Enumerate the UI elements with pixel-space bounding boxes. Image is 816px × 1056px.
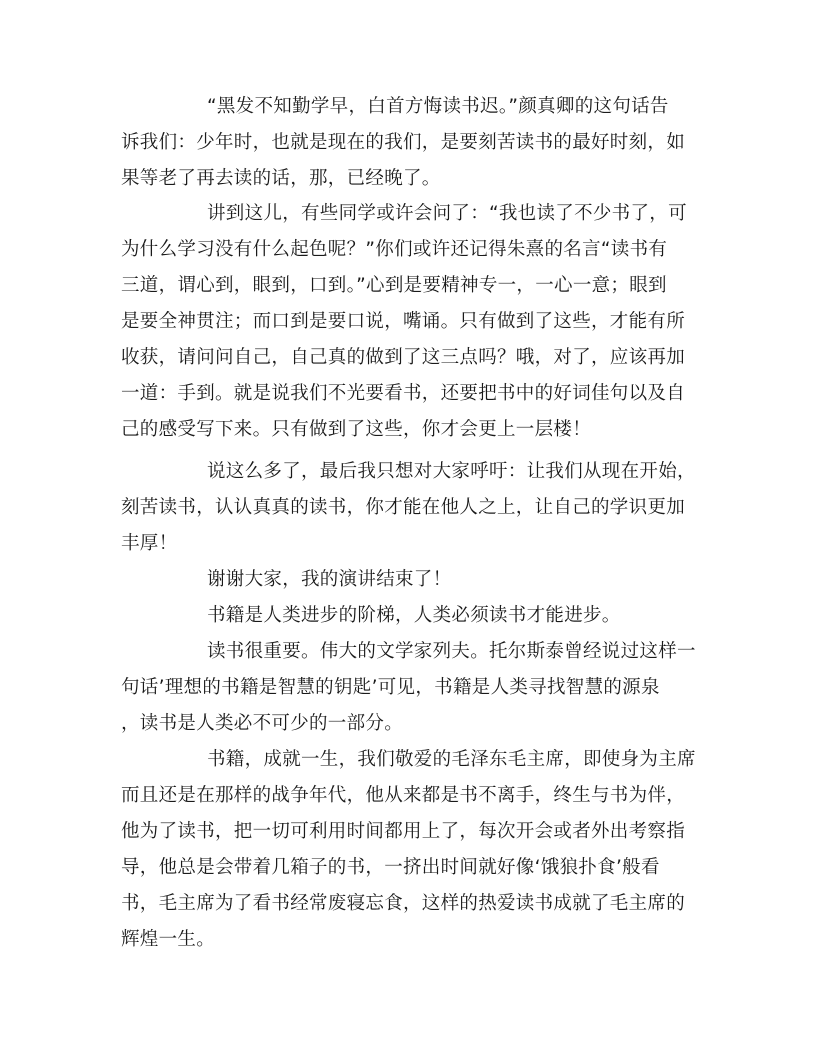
paragraph-line: 书籍是人类进步的阶梯，人类必须读书才能进步。 [207,605,621,626]
paragraph-3 [121,454,701,562]
paragraph-line: 读书很重要。伟大的文学家列夫。托尔斯泰曾经说过这样一 [207,641,696,662]
paragraph-line: 他为了读书，把一切可利用时间都用上了，每次开会或者外出考察指 [121,821,686,842]
paragraph-2 [121,196,701,448]
paragraph-4 [121,562,701,598]
paragraph-5 [121,598,701,634]
paragraph-line: 一道：手到。就是说我们不光要看书，还要把书中的好词佳句以及自 [121,383,686,404]
paragraph-6 [121,634,701,742]
paragraph-line: “黑发不知勤学早，白首方悔读书迟。”颜真卿的这句话告 [207,96,669,117]
paragraph-line: 己的感受写下来。只有做到了这些，你才会更上一层楼！ [121,419,592,440]
paragraph-line: 讲到这儿，有些同学或许会问了：“我也读了不少书了，可 [207,203,687,224]
paragraph-line: ，读书是人类必不可少的一部分。 [121,713,404,734]
paragraph-line: 三道，谓心到，眼到，口到。”心到是要精神专一，一心一意；眼到 [121,275,667,296]
paragraph-line: 而且还是在那样的战争年代，他从来都是书不离手，终生与书为伴， [121,785,686,806]
paragraph-line: 果等老了再去读的话，那，已经晚了。 [121,168,441,189]
paragraph-line: 诉我们：少年时，也就是现在的我们，是要刻苦读书的最好时刻，如 [121,132,686,153]
paragraph-line: 是要全神贯注；而口到是要口说，嘴诵。只有做到了这些，才能有所 [121,311,686,332]
paragraph-line: 谢谢大家，我的演讲结束了！ [207,569,452,590]
paragraph-line: 句话’理想的书籍是智慧的钥匙’可见，书籍是人类寻找智慧的源泉 [121,677,660,698]
paragraph-line: 导，他总是会带着几箱子的书，一挤出时间就好像‘饿狼扑食’般看 [121,857,660,878]
paragraph-line: 为什么学习没有什么起色呢？”你们或许还记得朱熹的名言“读书有 [121,239,668,260]
paragraph-line: 书籍，成就一生，我们敬爱的毛泽东毛主席，即使身为主席 [207,749,696,770]
paragraph-line: 辉煌一生。 [121,929,216,950]
paragraph-line: 收获，请问问自己，自己真的做到了这三点吗？哦，对了，应该再加 [121,347,686,368]
paragraph-line: 丰厚！ [121,533,178,554]
paragraph-line: 刻苦读书，认认真真的读书，你才能在他人之上，让自己的学识更加 [121,497,686,518]
paragraph-line: 书，毛主席为了看书经常废寝忘食，这样的热爱读书成就了毛主席的 [121,893,686,914]
paragraph-7 [121,742,701,958]
paragraph-1 [121,89,701,197]
paragraph-line: 说这么多了，最后我只想对大家呼吁：让我们从现在开始， [207,461,696,482]
